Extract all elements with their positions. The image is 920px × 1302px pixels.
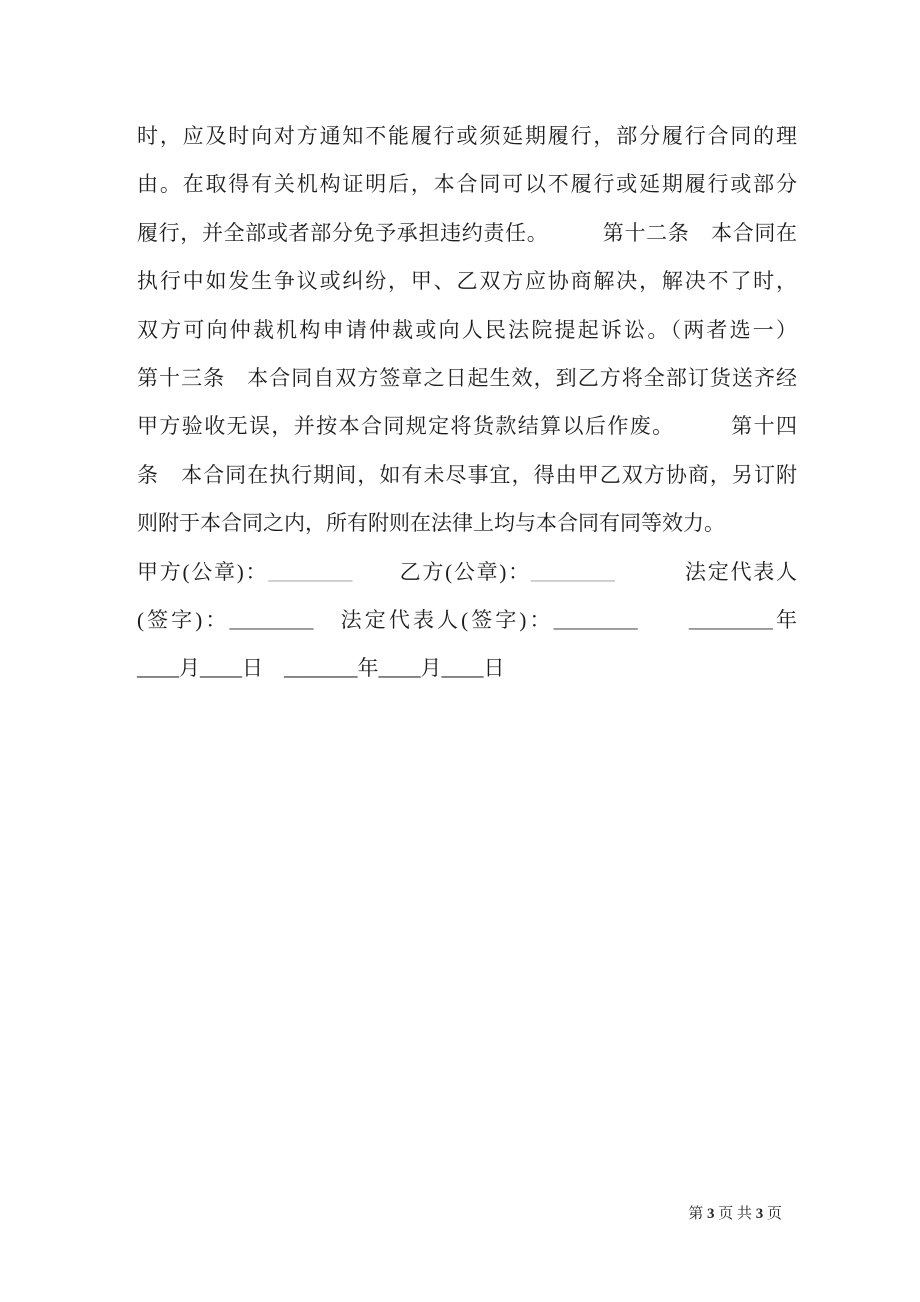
footer-prefix: 第 xyxy=(688,1206,707,1222)
text-line: 则附于本合同之内，所有附则在法律上均与本合同有同等效力。 xyxy=(137,511,725,536)
contract-body xyxy=(137,112,797,693)
sign-b-blank: ________ xyxy=(553,608,638,633)
text-line: 双方可向仲裁机构申请仲裁或向人民法院提起诉讼。（两者选一） xyxy=(137,317,797,342)
signature-line-signs xyxy=(137,596,797,644)
legal-rep-label: 法定代表人 xyxy=(614,559,797,584)
party-b-seal-label: 乙方(公章)： xyxy=(352,559,531,584)
date-line: ____月____日 _______年____月____日 xyxy=(137,656,505,681)
text-line: 时，应及时向对方通知不能履行或须延期履行，部分履行合同的理 xyxy=(137,124,797,148)
year-blank: ________ xyxy=(688,608,773,633)
party-b-seal-blank: ________ xyxy=(530,559,615,584)
sign-b-label: 法定代表人(签字)： xyxy=(313,608,554,633)
page-footer xyxy=(688,1202,782,1223)
footer-page-number: 3 xyxy=(706,1206,715,1222)
text-line: 条 本合同在执行期间，如有未尽事宜，得由甲乙双方协商，另订附 xyxy=(137,462,797,487)
gap xyxy=(638,608,689,632)
text-line-clause-13: 第十三条 本合同自双方签章之日起生效，到乙方将全部订货送齐经 xyxy=(137,366,797,391)
footer-suffix: 页 xyxy=(763,1206,782,1222)
text-line: 由。在取得有关机构证明后，本合同可以不履行或延期履行或部分 xyxy=(137,172,797,197)
text-line-clause-14: 甲方验收无误，并按本合同规定将货款结算以后作废。 第十四 xyxy=(137,414,797,439)
text-line-clause-12: 履行，并全部或者部分免予承担违约责任。 第十二条 本合同在 xyxy=(137,220,797,245)
footer-middle: 页 共 xyxy=(714,1206,756,1222)
sign-a-label: (签字)： xyxy=(137,608,230,633)
footer-total-pages: 3 xyxy=(755,1206,764,1222)
text-line: 执行中如发生争议或纠纷，甲、乙双方应协商解决，解决不了时， xyxy=(137,269,797,294)
year-label: 年 xyxy=(772,608,798,633)
party-a-seal-label: 甲方(公章)： xyxy=(137,559,269,584)
signature-line-seals xyxy=(137,548,797,596)
sign-a-blank: ________ xyxy=(229,608,314,633)
party-a-seal-blank: ________ xyxy=(268,559,353,584)
